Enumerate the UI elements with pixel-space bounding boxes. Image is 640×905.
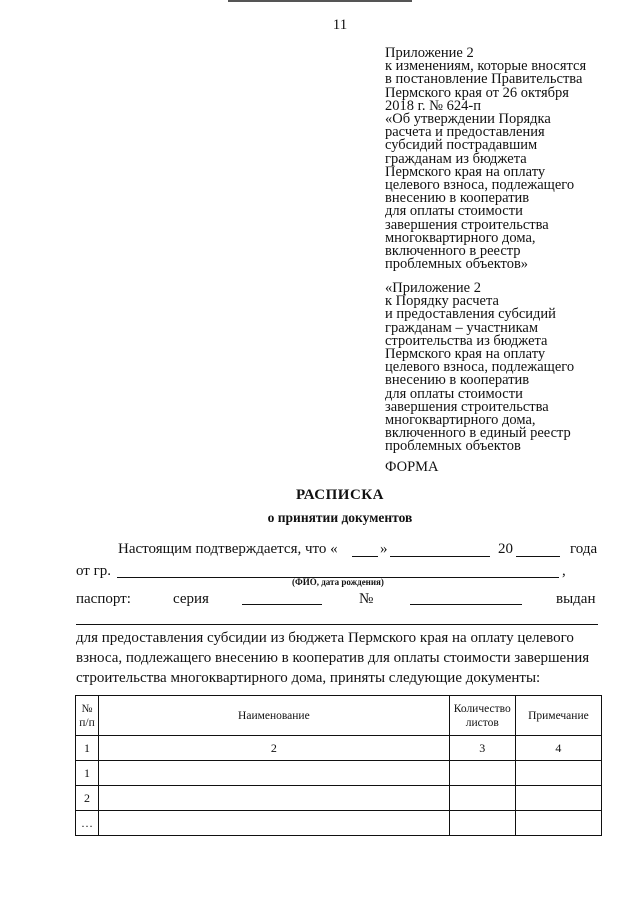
table-cell[interactable] (99, 811, 450, 836)
table-cell: … (76, 811, 99, 836)
from-label: от гр. (76, 563, 112, 579)
annex1-line: «Об утверждении Порядка (385, 111, 551, 128)
table-row (76, 786, 602, 811)
annex1-line: включенного в реестр (385, 243, 521, 260)
annex1-line: Приложение 2 (385, 45, 474, 61)
table-cell: 1 (76, 761, 99, 786)
document-subtitle: о принятии документов (267, 510, 413, 525)
top-edge-line (228, 0, 412, 2)
annex1-line: внесению в кооператив (385, 190, 530, 207)
annex2-line: и предоставления субсидий (385, 306, 556, 323)
number-label: № (359, 591, 374, 607)
header-note: Примечание (515, 696, 601, 736)
annex-header-1 (385, 47, 625, 271)
paragraph-line: для предоставления субсидии из бюджета Пермского края на оплату целевого (76, 630, 574, 646)
annex1-line: Пермского края от 26 октября (385, 84, 569, 101)
annex-header-2 (385, 282, 625, 454)
header-number: № п/п (76, 696, 99, 736)
series-field[interactable] (242, 604, 322, 605)
table-cell[interactable] (515, 786, 601, 811)
table-cell: 4 (515, 736, 601, 761)
annex1-line: в постановление Правительства (385, 71, 583, 88)
table-cell[interactable] (449, 761, 515, 786)
year-word: года (570, 541, 598, 557)
annex2-line: целевого взноса, подлежащего (385, 359, 575, 376)
table-cell[interactable] (515, 761, 601, 786)
table-cell[interactable] (449, 811, 515, 836)
confirm-text: Настоящим подтверждается, что « (118, 541, 338, 557)
fio-caption: (ФИО, дата рождения) (292, 577, 384, 587)
table-cell[interactable] (99, 761, 450, 786)
annex2-line: к Порядку расчета (385, 293, 499, 310)
series-label: серия (173, 591, 209, 607)
annex1-line: расчета и предоставления (385, 124, 545, 141)
annex1-line: для оплаты стоимости (385, 203, 523, 220)
passport-label: паспорт: (76, 591, 131, 607)
document-title: РАСПИСКА (295, 487, 385, 503)
from-comma: , (562, 563, 566, 579)
documents-table (75, 695, 602, 836)
form-label: ФОРМА (385, 459, 439, 475)
day-field[interactable] (352, 556, 378, 557)
header-name: Наименование (99, 696, 450, 736)
table-row (76, 761, 602, 786)
annex2-line: строительства из бюджета (385, 332, 548, 349)
documents-paragraph (76, 628, 598, 688)
annex1-line: гражданам из бюджета (385, 150, 527, 167)
header-sheets: Количество листов (449, 696, 515, 736)
table-cell: 3 (449, 736, 515, 761)
table-row (76, 811, 602, 836)
table-cell: 1 (76, 736, 99, 761)
table-row (76, 736, 602, 761)
annex2-line: многоквартирного дома, (385, 412, 536, 429)
annex2-line: завершения строительства (385, 398, 549, 415)
table-cell[interactable] (449, 786, 515, 811)
quote-close: » (380, 541, 388, 557)
annex2-line: гражданам – участникам (385, 319, 539, 336)
annex1-line: проблемных объектов» (385, 256, 529, 273)
annex1-line: субсидий пострадавшим (385, 137, 538, 154)
table-cell[interactable] (99, 786, 450, 811)
annex2-line: проблемных объектов (385, 438, 521, 455)
table-header-row (76, 696, 602, 736)
table-cell: 2 (76, 786, 99, 811)
annex1-line: завершения строительства (385, 216, 549, 233)
annex1-line: 2018 г. № 624-п (385, 97, 481, 114)
year-field[interactable] (516, 556, 560, 557)
annex2-line: внесению в кооператив (385, 372, 530, 389)
page-number: 11 (332, 17, 348, 33)
annex2-line: включенного в единый реестр (385, 425, 571, 442)
year-prefix: 20 (498, 541, 513, 557)
annex2-line: для оплаты стоимости (385, 385, 523, 402)
table-cell: 2 (99, 736, 450, 761)
month-field[interactable] (390, 556, 490, 557)
annex2-line: Пермского края на оплату (385, 346, 546, 363)
table-cell[interactable] (515, 811, 601, 836)
annex1-line: многоквартирного дома, (385, 229, 536, 246)
number-field[interactable] (410, 604, 522, 605)
paragraph-line: строительства многоквартирного дома, приняты следующие документы: (76, 670, 541, 686)
annex1-line: к изменениям, которые вносятся (385, 58, 587, 75)
annex1-line: целевого взноса, подлежащего (385, 177, 575, 194)
annex2-line: «Приложение 2 (385, 280, 481, 296)
issued-by-field[interactable] (76, 624, 598, 625)
paragraph-line: взноса, подлежащего внесению в кооператив для оплаты стоимости завершения (76, 650, 590, 666)
annex1-line: Пермского края на оплату (385, 163, 546, 180)
issued-label: выдан (556, 591, 596, 607)
